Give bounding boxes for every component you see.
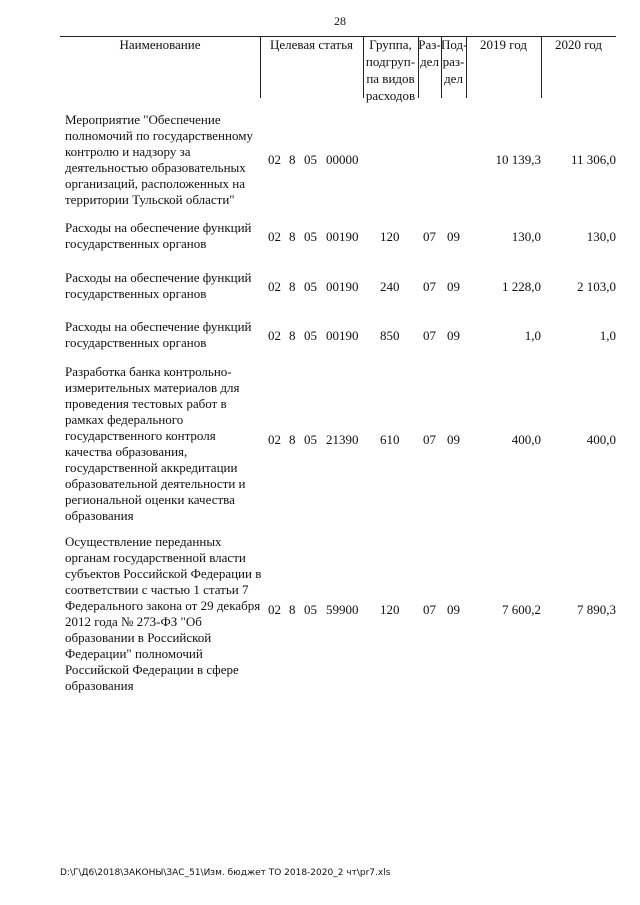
col-header-podrazdel: Под- раз- дел (441, 37, 468, 86)
target-code-1: 02 (268, 152, 281, 167)
target-code-1: 02 (268, 432, 281, 447)
col-header-2020: 2020 год (555, 37, 602, 52)
target-code-2: 8 (289, 279, 296, 294)
target-code-1: 02 (268, 229, 281, 244)
group-code: 850 (380, 328, 400, 343)
col-header-razdel: Раз- дел (418, 37, 441, 69)
target-code-4: 00190 (326, 229, 359, 244)
razdel-code: 07 (423, 328, 436, 343)
target-code-3: 05 (304, 432, 317, 447)
target-code-2: 8 (289, 328, 296, 343)
row-name: Разработка банка контрольно-измерительных материалов для проведения тестовых работ в рамках федерального государственного контроля качества образования, государственной аккредитации образовательной деятельности и региональной оценки качества образования (65, 364, 246, 523)
value-2020: 11 306,0 (570, 152, 616, 167)
podrazdel-code: 09 (447, 229, 460, 244)
value-2020: 7 890,3 (577, 602, 616, 617)
target-code-1: 02 (268, 602, 281, 617)
row-name: Осуществление переданных органам государственной власти субъектов Российской Федерации в соответствии с частью 1 статьи 7 Федерального закона от 29 декабря 2012 года № 273-ФЗ "Об образовании в Российской Федерации" полномочий Российской Федерации в сфере образования (65, 534, 262, 693)
podrazdel-code: 09 (447, 432, 460, 447)
value-2019: 1 228,0 (502, 279, 541, 294)
col-header-group: Группа, подгруп- па видов расходов (365, 37, 416, 103)
target-code-3: 05 (304, 328, 317, 343)
razdel-code: 07 (423, 229, 436, 244)
value-2020: 400,0 (586, 432, 616, 447)
target-code-4: 00190 (326, 328, 359, 343)
col-header-name: Наименование (119, 37, 201, 52)
value-2020: 130,0 (586, 229, 616, 244)
row-name: Мероприятие "Обеспечение полномочий по государственному контролю и надзору за деятельностью образовательных организаций, расположенных на территории Тульской области" (65, 112, 253, 207)
target-code-4: 00190 (326, 279, 359, 294)
target-code-4: 21390 (326, 432, 359, 447)
file-path-footer: D:\Г\Д6\2018\ЗАКОНЫ\ЗАС_51\Изм. бюджет ТО 2018-2020_2 чт\pr7.xls (60, 868, 391, 878)
col-header-target: Целевая статья (269, 37, 353, 52)
page-number: 28 (334, 14, 346, 28)
target-code-2: 8 (289, 152, 296, 167)
value-2020: 1,0 (599, 328, 616, 343)
target-code-3: 05 (304, 152, 317, 167)
target-code-2: 8 (289, 432, 296, 447)
razdel-code: 07 (423, 432, 436, 447)
target-code-4: 59900 (326, 602, 359, 617)
value-2020: 2 103,0 (577, 279, 616, 294)
group-code: 240 (380, 279, 400, 294)
row-name: Расходы на обеспечение функций государственных органов (65, 319, 252, 350)
target-code-4: 00000 (326, 152, 359, 167)
value-2019: 7 600,2 (502, 602, 541, 617)
target-code-3: 05 (304, 602, 317, 617)
target-code-2: 8 (289, 602, 296, 617)
group-code: 120 (380, 602, 400, 617)
podrazdel-code: 09 (447, 279, 460, 294)
group-code: 120 (380, 229, 400, 244)
value-2019: 400,0 (511, 432, 541, 447)
value-2019: 1,0 (524, 328, 541, 343)
row-name: Расходы на обеспечение функций государственных органов (65, 220, 252, 251)
target-code-1: 02 (268, 279, 281, 294)
target-code-3: 05 (304, 279, 317, 294)
razdel-code: 07 (423, 279, 436, 294)
row-name: Расходы на обеспечение функций государственных органов (65, 270, 252, 301)
value-2019: 10 139,3 (495, 152, 541, 167)
target-code-2: 8 (289, 229, 296, 244)
target-code-3: 05 (304, 229, 317, 244)
target-code-1: 02 (268, 328, 281, 343)
razdel-code: 07 (423, 602, 436, 617)
col-header-2019: 2019 год (480, 37, 527, 52)
podrazdel-code: 09 (447, 602, 460, 617)
podrazdel-code: 09 (447, 328, 460, 343)
group-code: 610 (380, 432, 400, 447)
value-2019: 130,0 (511, 229, 541, 244)
